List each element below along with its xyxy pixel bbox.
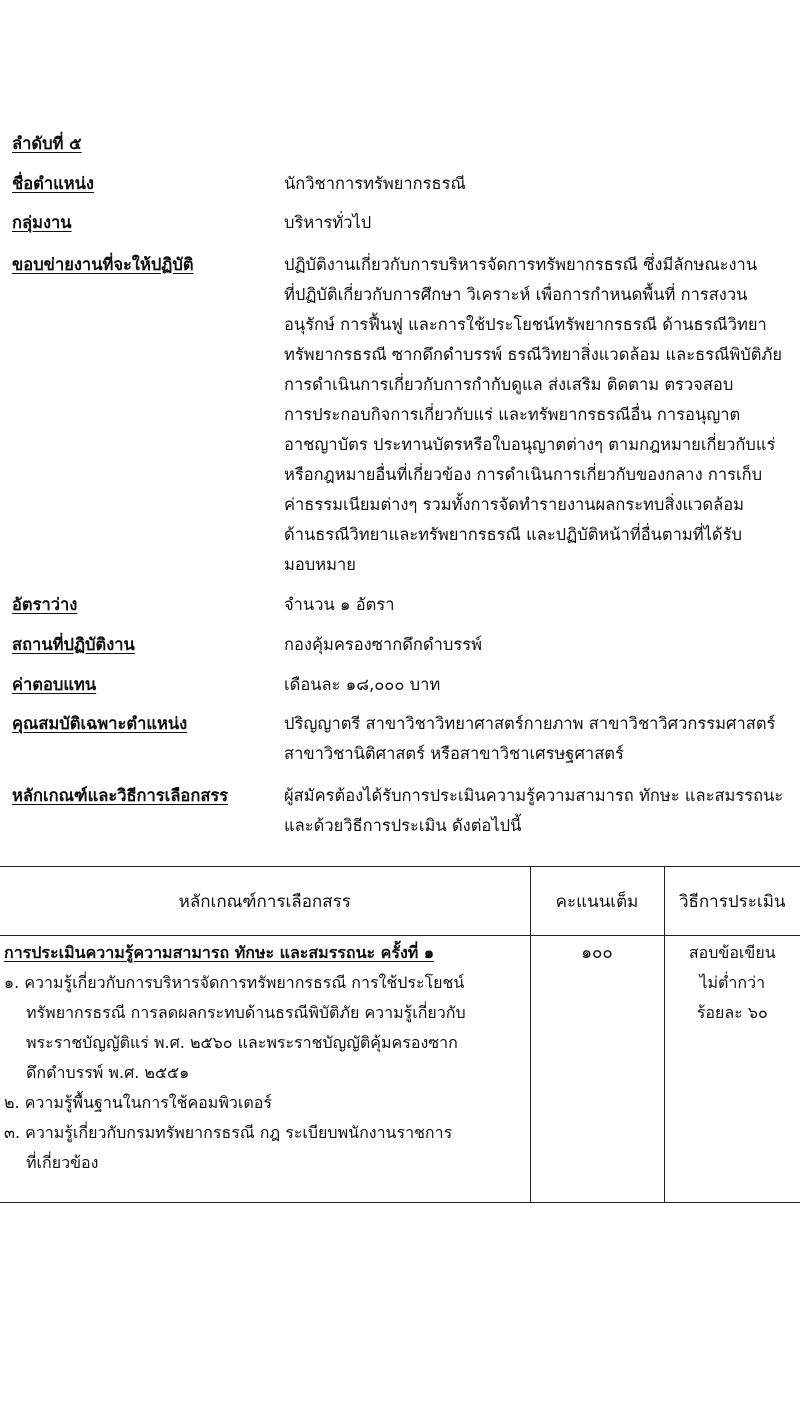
criteria-table-wrapper — [0, 866, 800, 1202]
work-group-label: กลุ่มงาน — [12, 213, 72, 232]
qualifications-line: สาขาวิชานิติศาสตร์ หรือสาขาวิชาเศรษฐศาสตร์ — [284, 744, 624, 763]
header-criteria: หลักเกณฑ์การเลือกสรร — [0, 867, 530, 936]
scope-line: การประกอบกิจการเกี่ยวกับแร่ และทรัพยากรธรณีอื่น การอนุญาต — [284, 405, 741, 424]
scope-line: การดำเนินการเกี่ยวกับการกำกับดูแล ส่งเสริม ติดตาม ตรวจสอบ — [284, 375, 734, 394]
scope-line: ค่าธรรมเนียมต่างๆ รวมทั้งการจัดทำรายงานผลกระทบสิ่งแวดล้อม — [284, 495, 745, 514]
vacancy-label: อัตราว่าง — [12, 595, 78, 614]
scope-line: ทรัพยากรธรณี ซากดึกดำบรรพ์ ธรณีวิทยาสิ่งแวดล้อม และธรณีพิบัติภัย — [284, 345, 783, 364]
workplace-row — [0, 630, 800, 660]
workplace-value: กองคุ้มครองซากดึกดำบรรพ์ — [284, 635, 482, 654]
position-name-value: นักวิชาการทรัพยากรธรณี — [284, 174, 466, 193]
scope-line: อาชญาบัตร ประทานบัตรหรือใบอนุญาตต่างๆ ตามกฎหมายเกี่ยวกับแร่ — [284, 435, 776, 454]
selection-line: ผู้สมัครต้องได้รับการประเมินความรู้ความสามารถ ทักษะ และสมรรถนะ — [284, 786, 784, 805]
method-line: สอบข้อเขียน — [688, 943, 776, 962]
criteria-item-1-line: พระราชบัญญัติแร่ พ.ศ. ๒๕๖๐ และพระราชบัญญัติคุ้มครองซาก — [26, 1033, 458, 1052]
compensation-value: เดือนละ ๑๘,๐๐๐ บาท — [284, 675, 441, 694]
table-row — [0, 936, 800, 1203]
criteria-table — [0, 866, 800, 1203]
selection-line: และด้วยวิธีการประเมิน ดังต่อไปนี้ — [284, 816, 522, 835]
qualifications-row — [0, 709, 800, 769]
vacancy-value: จำนวน ๑ อัตรา — [284, 595, 395, 614]
scope-line: ด้านธรณีวิทยาและทรัพยากรธรณี และปฏิบัติหน้าที่อื่นตามที่ได้รับ — [284, 525, 742, 544]
scope-line: อนุรักษ์ การฟื้นฟู และการใช้ประโยชน์ทรัพยากรธรณี ด้านธรณีวิทยา — [284, 315, 767, 334]
table-header-row — [0, 867, 800, 936]
scope-line: มอบหมาย — [284, 555, 356, 574]
scope-of-work-text — [284, 250, 794, 580]
qualifications-text — [284, 709, 794, 769]
position-name-row — [0, 169, 800, 199]
order-label: ลำดับที่ ๕ — [12, 134, 82, 153]
scope-line: หรือกฎหมายอื่นที่เกี่ยวข้อง การดำเนินการเกี่ยวกับของกลาง การเก็บ — [284, 465, 763, 484]
selection-label: หลักเกณฑ์และวิธีการเลือกสรร — [12, 786, 229, 805]
criteria-item-3-line: ๓. ความรู้เกี่ยวกับกรมทรัพยากรธรณี กฎ ระเบียบพนักงานราชการ — [4, 1123, 453, 1142]
work-group-value: บริหารทั่วไป — [284, 213, 372, 232]
compensation-row — [0, 670, 800, 700]
vacancy-row — [0, 590, 800, 620]
criteria-item-1-line: ๑. ความรู้เกี่ยวกับการบริหารจัดการทรัพยากรธรณี การใช้ประโยชน์ — [4, 973, 465, 992]
scope-of-work-label: ขอบข่ายงานที่จะให้ปฏิบัติ — [12, 255, 194, 274]
qualifications-label: คุณสมบัติเฉพาะตำแหน่ง — [12, 714, 188, 733]
method-line: ไม่ต่ำกว่า — [699, 973, 766, 992]
scope-of-work-row — [0, 250, 800, 580]
position-name-label: ชื่อตำแหน่ง — [12, 174, 94, 193]
compensation-label: ค่าตอบแทน — [12, 675, 97, 694]
criteria-cell — [0, 936, 530, 1203]
criteria-item-1-line: ดึกดำบรรพ์ พ.ศ. ๒๕๕๑ — [26, 1063, 190, 1082]
selection-text — [284, 781, 794, 841]
method-line: ร้อยละ ๖๐ — [696, 1003, 768, 1022]
full-score-value: ๑๐๐ — [581, 943, 613, 963]
scope-line: ที่ปฏิบัติเกี่ยวกับการศึกษา วิเคราะห์ เพื่อการกำหนดพื้นที่ การสงวน — [284, 285, 748, 304]
header-full-score: คะแนนเต็ม — [530, 867, 664, 936]
full-score-cell — [530, 936, 664, 1203]
order-row — [0, 129, 800, 159]
criteria-item-2: ๒. ความรู้พื้นฐานในการใช้คอมพิวเตอร์ — [4, 1093, 272, 1112]
criteria-item-3-line: ที่เกี่ยวข้อง — [26, 1153, 99, 1172]
criteria-heading: การประเมินความรู้ความสามารถ ทักษะ และสมรรถนะ ครั้งที่ ๑ — [4, 943, 435, 962]
criteria-item-1-line: ทรัพยากรธรณี การลดผลกระทบด้านธรณีพิบัติภัย ความรู้เกี่ยวกับ — [26, 1003, 466, 1022]
workplace-label: สถานที่ปฏิบัติงาน — [12, 635, 135, 654]
header-method: วิธีการประเมิน — [664, 867, 800, 936]
method-cell — [664, 936, 800, 1203]
selection-row — [0, 781, 800, 841]
scope-line: ปฏิบัติงานเกี่ยวกับการบริหารจัดการทรัพยากรธรณี ซึ่งมีลักษณะงาน — [284, 255, 758, 274]
qualifications-line: ปริญญาตรี สาขาวิชาวิทยาศาสตร์กายภาพ สาขาวิชาวิศวกรรมศาสตร์ — [284, 714, 776, 733]
work-group-row — [0, 208, 800, 238]
